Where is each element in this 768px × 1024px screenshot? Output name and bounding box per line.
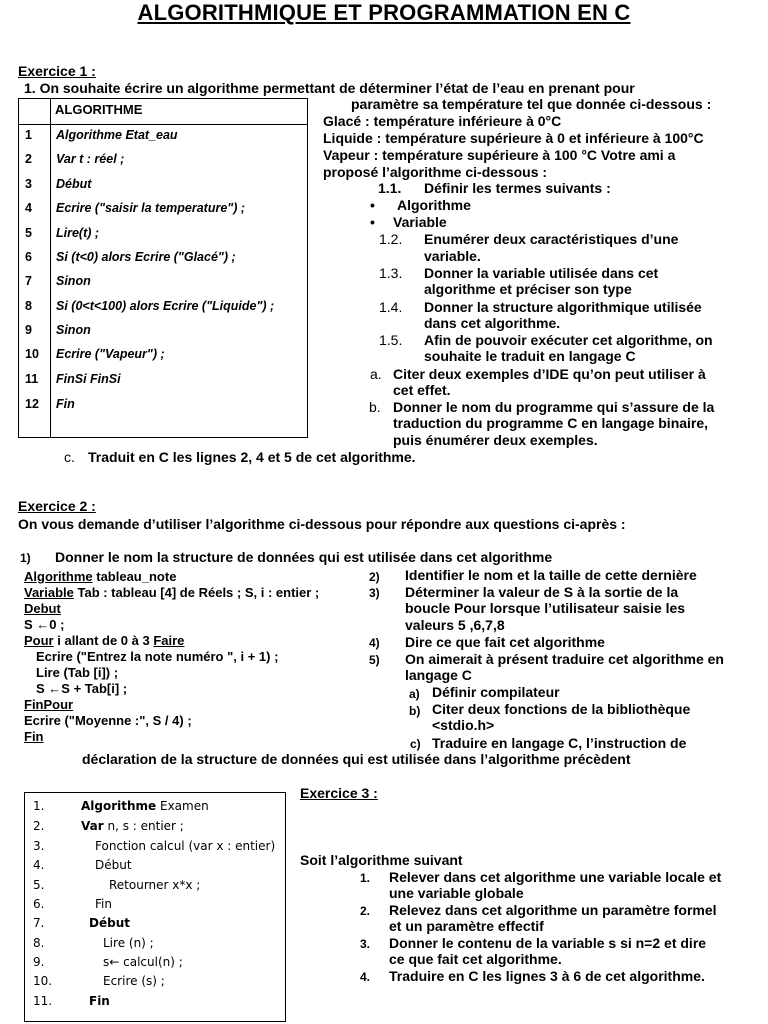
ex2-q2: Identifier le nom et la taille de cette dernière xyxy=(405,567,697,583)
ex3-q3-line2: ce que fait cet algorithme. xyxy=(389,951,562,967)
ex1-q14-line1: Donner la structure algorithmique utilisée xyxy=(424,299,702,315)
table-row: 2 Var t : réel ; xyxy=(25,152,125,166)
ex3-q4-num: 4. xyxy=(360,970,371,984)
ex1-q13-line1: Donner la variable utilisée dans cet xyxy=(424,265,659,281)
bullet-icon: • xyxy=(370,197,375,213)
ex2-q4-num: 4) xyxy=(369,636,380,650)
ex2-q5-line1: On aimerait à présent traduire cet algorithme en xyxy=(405,651,724,667)
ex1-q13-line2: algorithme et préciser son type xyxy=(424,281,632,297)
ex2-q3-line3: valeurs 5 ,6,7,8 xyxy=(405,617,505,633)
table-row: 9 Sinon xyxy=(25,323,91,337)
table-row: 3 Début xyxy=(25,177,92,191)
ex1-qb-line2: traduction du programme C en langage binaire, xyxy=(393,415,709,431)
ex2-q4: Dire ce que fait cet algorithme xyxy=(405,634,605,650)
ex3-algorithm-box: 1. Algorithme Examen 2. Var n, s : entier ; 3. Fonction calcul (var x : entier) 4. Début 5. Retourner x*x ; 6. Fin 7. Début 8. Lire (n) ; 9. s← calcul(n) ; 10. Ecrire (s) ; 11. Fin xyxy=(24,792,286,1022)
table-row: 10 Ecrire ("Vapeur") ; xyxy=(25,347,165,361)
ex1-q14-num: 1.4. xyxy=(379,299,403,315)
ex1-qb-num: b. xyxy=(369,399,381,415)
ex3-q2-line2: et un paramètre effectif xyxy=(389,918,544,934)
algorithm-table-header: ALGORITHME xyxy=(55,102,143,117)
ex3-heading: Exercice 3 : xyxy=(300,785,378,801)
ex1-propose: proposé l’algorithme ci-dessous : xyxy=(323,164,548,180)
ex3-q2-line1: Relevez dans cet algorithme un paramètre formel xyxy=(389,902,717,918)
ex2-qb-num: b) xyxy=(409,704,421,718)
ex3-q1-line2: une variable globale xyxy=(389,885,524,901)
ex2-q3-line1: Déterminer la valeur de S à la sortie de la xyxy=(405,584,679,600)
ex2-qa-num: a) xyxy=(409,687,420,701)
ex2-q3-line2: boucle Pour lorsque l’utilisateur saisie les xyxy=(405,600,686,616)
ex1-q11-num: 1.1. xyxy=(378,180,402,196)
algorithm-table xyxy=(18,98,308,438)
ex1-qa-num: a. xyxy=(370,366,382,382)
ex1-q14-line2: dans cet algorithme. xyxy=(424,315,561,331)
table-row: 8 Si (0<t<100) alors Ecrire ("Liquide") ; xyxy=(25,299,275,313)
ex1-q12-line2: variable. xyxy=(424,248,481,264)
ex2-qc: Traduire en langage C, l’instruction de xyxy=(432,735,687,751)
ex2-heading: Exercice 2 : xyxy=(18,498,96,514)
table-row: 4 Ecrire ("saisir la temperature") ; xyxy=(25,201,246,215)
ex2-q1-num: 1) xyxy=(20,551,31,565)
table-row: 12 Fin xyxy=(25,397,75,411)
ex1-glace: Glacé : température inférieure à 0°C xyxy=(323,113,562,129)
ex1-qa-line1: Citer deux exemples d’IDE qu’on peut utiliser à xyxy=(393,366,706,382)
ex2-qc-continued: déclaration de la structure de données qui est utilisée dans l’algorithme précèdent xyxy=(82,751,631,767)
ex1-qb-line1: Donner le nom du programme qui s’assure de la xyxy=(393,399,715,415)
ex1-q11: Définir les termes suivants : xyxy=(424,180,611,196)
table-row: 7 Sinon xyxy=(25,274,91,288)
ex1-heading: Exercice 1 : xyxy=(18,63,96,79)
ex2-qb-line2: <stdio.h> xyxy=(432,717,495,733)
ex3-q1-line1: Relever dans cet algorithme une variable locale et xyxy=(389,869,722,885)
ex1-intro-line1: 1. On souhaite écrire un algorithme permettant de déterminer l’état de l’eau en prenant pour xyxy=(24,80,635,96)
ex1-q12-num: 1.2. xyxy=(379,231,403,247)
ex1-liquide: Liquide : température supérieure à 0 et inférieure à 100°C xyxy=(323,130,704,146)
table-row: 11 FinSi FinSi xyxy=(25,372,121,386)
table-row: 1 Algorithme Etat_eau xyxy=(25,128,178,142)
ex2-intro: On vous demande d’utiliser l’algorithme ci-dessous pour répondre aux questions ci-après : xyxy=(18,516,626,532)
ex1-bullet-variable: Variable xyxy=(393,214,447,230)
page-title: ALGORITHMIQUE ET PROGRAMMATION EN C xyxy=(137,0,631,25)
ex3-q2-num: 2. xyxy=(360,904,371,918)
ex1-intro-line2: paramètre sa température tel que donnée ci-dessous : xyxy=(351,96,712,112)
ex1-q15-num: 1.5. xyxy=(379,332,403,348)
ex1-q12-line1: Enumérer deux caractéristiques d’une xyxy=(424,231,679,247)
ex3-q4: Traduire en C les lignes 3 à 6 de cet algorithme. xyxy=(389,968,705,984)
ex2-q5-num: 5) xyxy=(369,653,380,667)
ex2-q2-num: 2) xyxy=(369,570,380,584)
ex2-qa: Définir compilateur xyxy=(432,684,560,700)
ex1-qc-num: c. xyxy=(64,449,75,465)
ex1-qa-line2: cet effet. xyxy=(393,382,451,398)
ex1-qc: Traduit en C les lignes 2, 4 et 5 de cet algorithme. xyxy=(88,449,416,465)
ex3-q3-line1: Donner le contenu de la variable s si n=2 et dire xyxy=(389,935,707,951)
ex3-intro: Soit l’algorithme suivant xyxy=(300,852,463,868)
ex2-q1: Donner le nom la structure de données qui est utilisée dans cet algorithme xyxy=(55,549,553,565)
ex2-q3-num: 3) xyxy=(369,586,380,600)
ex1-qb-line3: puis énumérer deux exemples. xyxy=(393,432,598,448)
ex1-q13-num: 1.3. xyxy=(379,265,403,281)
ex2-q5-line2: langage C xyxy=(405,667,472,683)
ex1-q15-line2: souhaite le traduit en langage C xyxy=(424,348,636,364)
bullet-icon: • xyxy=(370,214,375,230)
ex1-q15-line1: Afin de pouvoir exécuter cet algorithme, on xyxy=(424,332,713,348)
ex2-qb-line1: Citer deux fonctions de la bibliothèque xyxy=(432,701,691,717)
ex3-q1-num: 1. xyxy=(360,871,371,885)
table-row: 5 Lire(t) ; xyxy=(25,226,100,240)
ex1-bullet-algorithme: Algorithme xyxy=(397,197,471,213)
ex1-vapeur: Vapeur : température supérieure à 100 °C Votre ami a xyxy=(323,147,676,163)
ex3-q3-num: 3. xyxy=(360,937,371,951)
table-row: 6 Si (t<0) alors Ecrire ("Glacé") ; xyxy=(25,250,236,264)
ex2-qc-num: c) xyxy=(410,737,421,751)
